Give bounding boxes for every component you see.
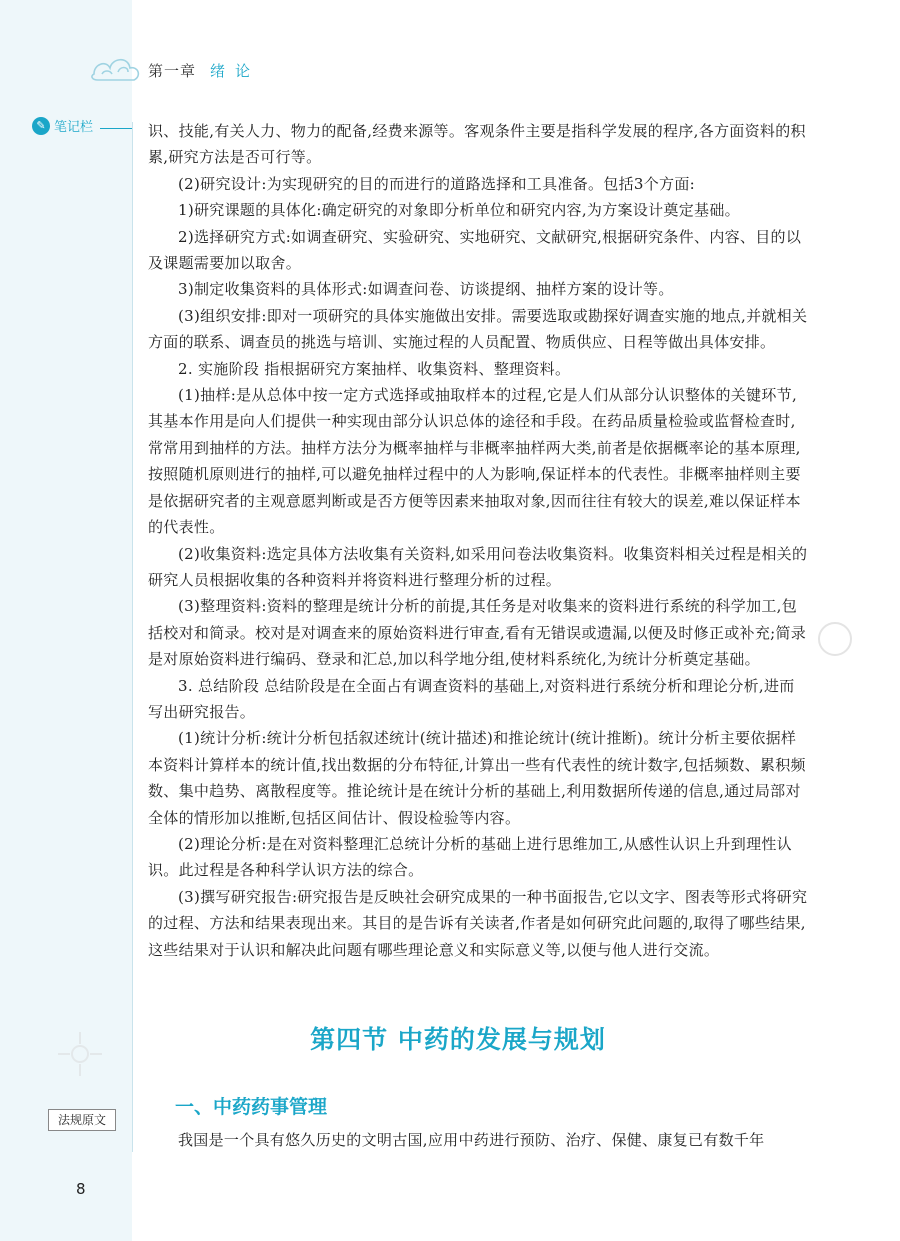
paragraph: (1)抽样:是从总体中按一定方式选择或抽取样本的过程,它是人们从部分认识整体的关键环节,其基本作用是向人们提供一种实现由部分认识总体的途径和手段。在药品质量检验或监督检查时,常常用到抽样的方法。抽样方法分为概率抽样与非概率抽样两大类,前者是依据概率论的基本原理,按照随机原则进行的抽样,可以避免抽样过程中的人为影响,保证样本的代表性。非概率抽样则主要是依据研究者的主观意愿判断或是否方便等因素来抽取对象,因而往往有较大的误差,难以保证样本的代表性。: [148, 386, 801, 537]
paragraph: (2)收集资料:选定具体方法收集有关资料,如采用问卷法收集资料。收集资料相关过程是相关的研究人员根据收集的各种资料并将资料进行整理分析的过程。: [148, 544, 808, 589]
body-text: [148, 118, 808, 963]
decorative-flower-icon: [50, 1024, 110, 1084]
chapter-header: [148, 60, 260, 81]
notes-tag: [32, 116, 93, 135]
paragraph: 2)选择研究方式:如调查研究、实验研究、实地研究、文献研究,根据研究条件、内容、目的以及课题需要加以取舍。: [148, 227, 802, 273]
subsection-title: 一、中药药事管理: [175, 1096, 328, 1118]
paragraph: (2)理论分析:是在对资料整理汇总统计分析的基础上进行思维加工,从感性认识上升到理性认识。此过程是各种科学认识方法的综合。: [148, 834, 792, 880]
paragraph: 2. 实施阶段 指根据研究方案抽样、收集资料、整理资料。: [178, 359, 571, 378]
paragraph: (2)研究设计:为实现研究的目的而进行的道路选择和工具准备。包括3个方面:: [178, 174, 696, 193]
paragraph: (3)撰写研究报告:研究报告是反映社会研究成果的一种书面报告,它以文字、图表等形式将研究的过程、方法和结果表现出来。其目的是告诉有关读者,作者是如何研究此问题的,取得了哪些结果,这些结果对于认识和解决此问题有哪些理论意义和实际意义等,以便与他人进行交流。: [148, 887, 808, 959]
paragraph: 识、技能,有关人力、物力的配备,经费来源等。客观条件主要是指科学发展的程序,各方面资料的积累,研究方法是否可行等。: [148, 122, 806, 167]
paragraph: (3)组织安排:即对一项研究的具体实施做出安排。需要选取或勘探好调查实施的地点,并就相关方面的联系、调查员的挑选与培训、实施过程的人员配置、物质供应、日程等做出具体安排。: [148, 306, 808, 352]
chapter-label: 第一章: [148, 62, 197, 80]
law-text-badge[interactable]: 法规原文: [48, 1109, 116, 1131]
side-ornament-icon: [818, 622, 852, 656]
margin-divider: [132, 122, 133, 1152]
paragraph: 1)研究课题的具体化:确定研究的对象即分析单位和研究内容,为方案设计奠定基础。: [178, 201, 740, 220]
paragraph: (3)整理资料:资料的整理是统计分析的前提,其任务是对收集来的资料进行系统的科学加工,包括校对和简录。校对是对调查来的原始资料进行审查,看有无错误或遗漏,以便及时修正或补充;简录是对原始资料进行编码、登录和汇总,加以科学地分组,使材料系统化,为统计分析奠定基础。: [148, 597, 807, 669]
paragraph: 我国是一个具有悠久历史的文明古国,应用中药进行预防、治疗、保健、康复已有数千年: [178, 1131, 765, 1149]
pen-icon: ✎: [32, 117, 50, 135]
page-number: 8: [76, 1180, 86, 1198]
paragraph: 3)制定收集资料的具体形式:如调查问卷、访谈提纲、抽样方案的设计等。: [178, 280, 674, 299]
section-title: 第四节 中药的发展与规划: [310, 1025, 606, 1054]
notes-label: 笔记栏: [54, 120, 94, 135]
chapter-title: 绪论: [210, 62, 261, 80]
paragraph: 3. 总结阶段 总结阶段是在全面占有调查资料的基础上,对资料进行系统分析和理论分析,进而写出研究报告。: [148, 676, 795, 721]
cloud-ornament-icon: [88, 44, 144, 90]
paragraph: (1)统计分析:统计分析包括叙述统计(统计描述)和推论统计(统计推断)。统计分析主要依据样本资料计算样本的统计值,找出数据的分布特征,计算出一些有代表性的统计数字,包括频数、累积频数、集中趋势、离散程度等。推论统计是在统计分析的基础上,利用数据所传递的信息,通过局部对全体的情形加以推断,包括区间估计、假设检验等内容。: [148, 729, 806, 827]
notes-underline: [100, 128, 132, 129]
